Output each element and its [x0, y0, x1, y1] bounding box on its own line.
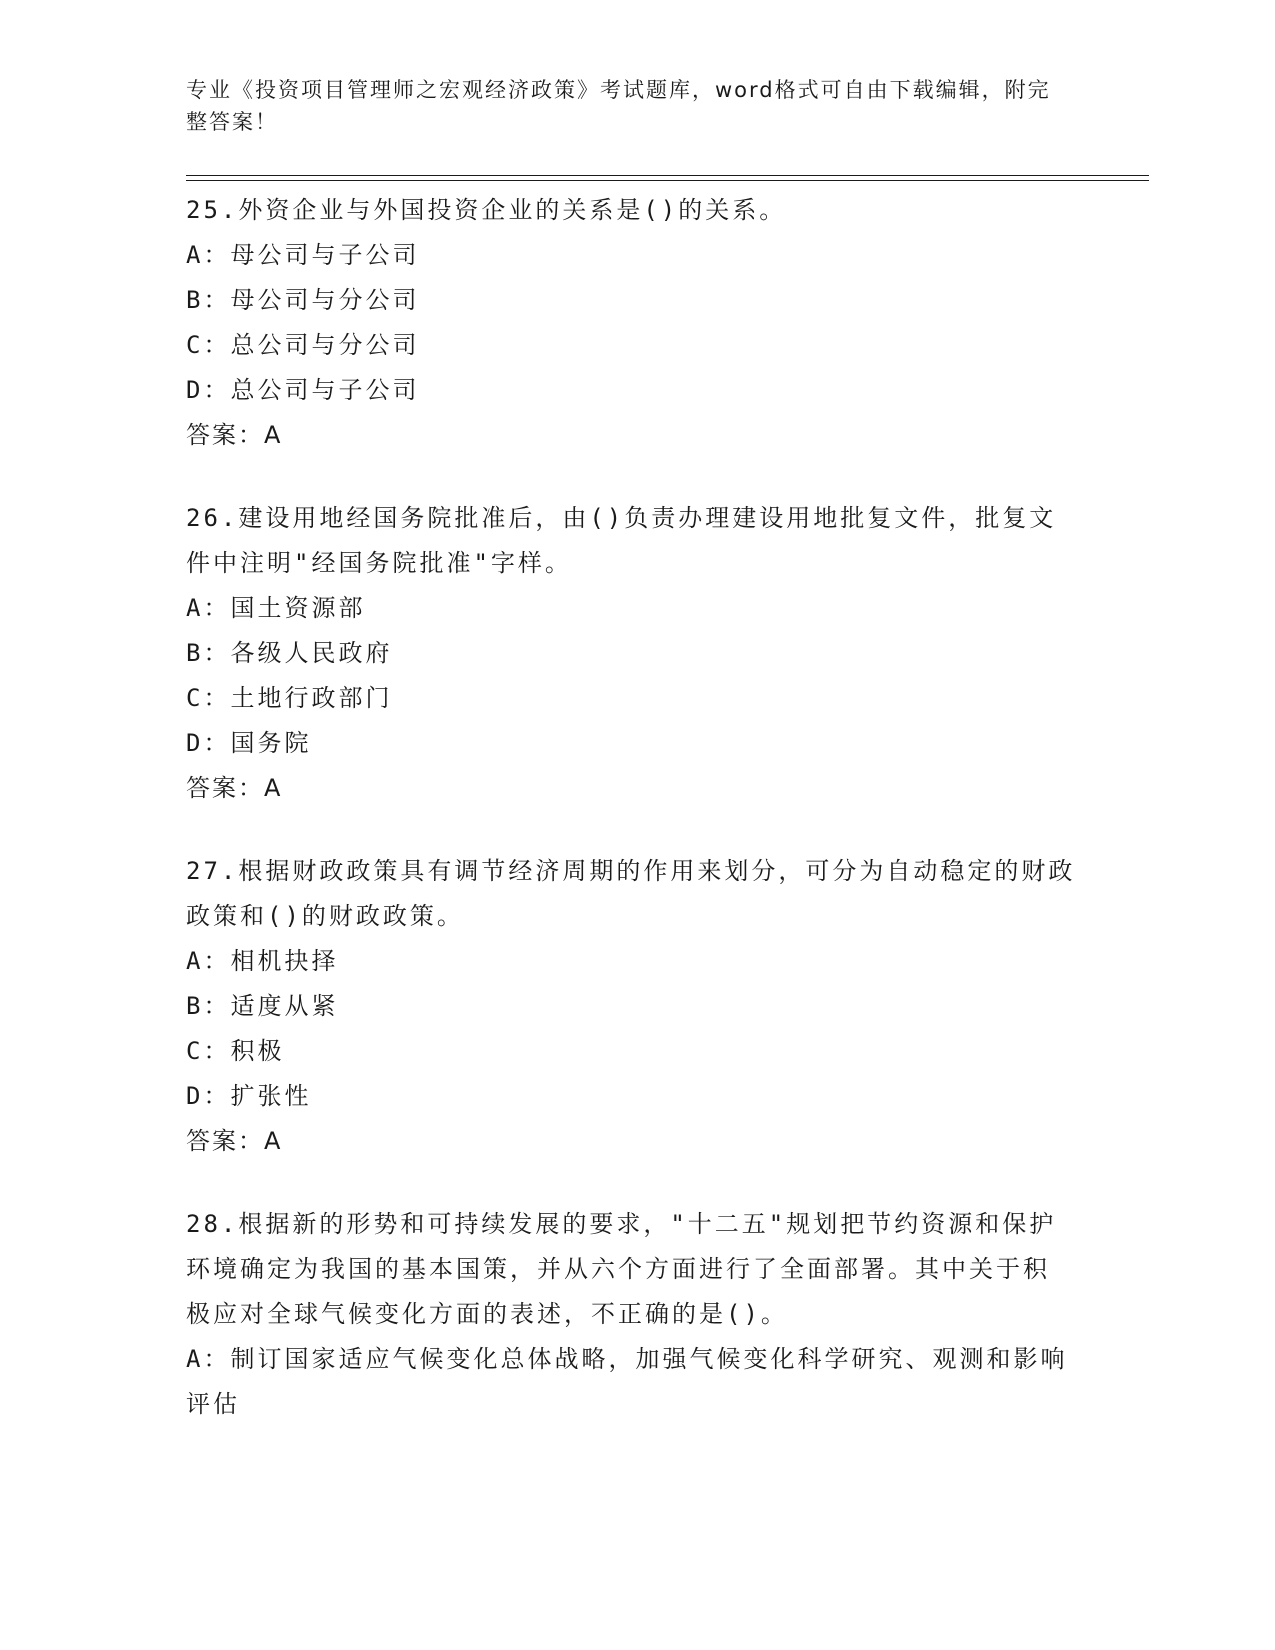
option-a: A：国土资源部 — [186, 594, 366, 622]
option-b: B：母公司与分公司 — [186, 286, 420, 314]
question-26 — [186, 496, 1076, 811]
option-c: C：积极 — [186, 1037, 285, 1065]
option-a: A：制订国家适应气候变化总体战略，加强气候变化科学研究、观测和影响评估 — [186, 1345, 1068, 1418]
question-stem: 27.根据财政政策具有调节经济周期的作用来划分，可分为自动稳定的财政政策和()的财政政策。 — [186, 857, 1076, 930]
header-divider-bottom — [186, 180, 1149, 181]
answer-line: 答案：A — [186, 774, 283, 802]
option-c: C：总公司与分公司 — [186, 331, 420, 359]
option-d: D：总公司与子公司 — [186, 376, 420, 404]
question-27 — [186, 849, 1076, 1164]
option-b: B：适度从紧 — [186, 992, 339, 1020]
option-d: D：国务院 — [186, 729, 312, 757]
question-list — [186, 188, 1076, 1465]
question-stem: 28.根据新的形势和可持续发展的要求，"十二五"规划把节约资源和保护环境确定为我国的基本国策，并从六个方面进行了全面部署。其中关于积极应对全球气候变化方面的表述，不正确的是()。 — [186, 1210, 1057, 1328]
option-a: A：相机抉择 — [186, 947, 339, 975]
question-stem: 26.建设用地经国务院批准后，由()负责办理建设用地批复文件，批复文件中注明"经国务院批准"字样。 — [186, 504, 1057, 577]
document-header: 专业《投资项目管理师之宏观经济政策》考试题库，word格式可自由下载编辑，附完整答案！ — [186, 78, 1051, 134]
option-a: A：母公司与子公司 — [186, 241, 420, 269]
question-28 — [186, 1202, 1076, 1427]
question-25 — [186, 188, 1076, 458]
option-c: C：土地行政部门 — [186, 684, 393, 712]
answer-line: 答案：A — [186, 421, 283, 449]
option-b: B：各级人民政府 — [186, 639, 393, 667]
answer-line: 答案：A — [186, 1127, 283, 1155]
question-stem: 25.外资企业与外国投资企业的关系是()的关系。 — [186, 196, 787, 224]
option-d: D：扩张性 — [186, 1082, 312, 1110]
header-divider-top — [186, 175, 1149, 176]
